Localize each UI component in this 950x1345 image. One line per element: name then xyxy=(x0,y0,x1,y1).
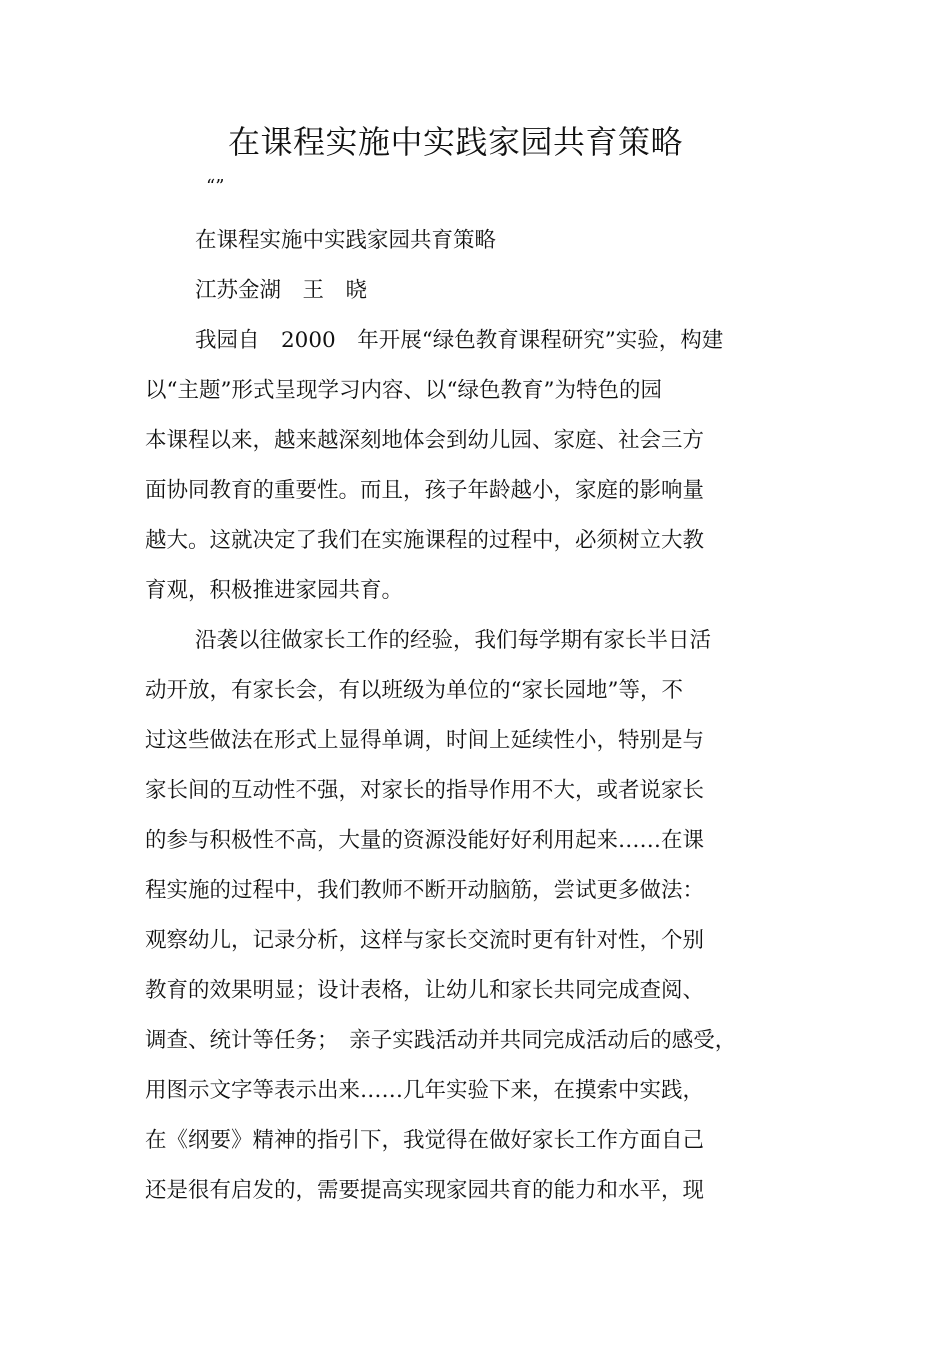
author-line: 江苏金湖 王 晓 xyxy=(195,278,368,303)
paragraph-line: 程实施的过程中，我们教师不断开动脑筋，尝试更多做法： xyxy=(145,878,705,903)
paragraph-line: 本课程以来，越来越深刻地体会到幼儿园、家庭、社会三方 xyxy=(145,428,705,453)
paragraph-line: 还是很有启发的，需要提高实现家园共育的能力和水平，现 xyxy=(145,1178,705,1203)
paragraph-line: 的参与积极性不高，大量的资源没能好好利用起来……在课 xyxy=(145,828,705,853)
paragraph-line: 动开放，有家长会，有以班级为单位的“家长园地”等，不 xyxy=(145,678,683,703)
paragraph-line: 调查、统计等任务； 亲子实践活动并共同完成活动后的感受， xyxy=(145,1028,737,1053)
paragraph-line: 教育的效果明显；设计表格，让幼儿和家长共同完成查阅、 xyxy=(145,978,705,1003)
paragraph-line: 家长间的互动性不强，对家长的指导作用不大，或者说家长 xyxy=(145,778,705,803)
quote-mark: “” xyxy=(206,176,225,197)
paragraph-line: 育观，积极推进家园共育。 xyxy=(145,578,404,603)
paragraph-line: 观察幼儿，记录分析，这样与家长交流时更有针对性，个别 xyxy=(145,928,705,953)
paragraph-line: 过这些做法在形式上显得单调，时间上延续性小，特别是与 xyxy=(145,728,705,753)
subtitle: 在课程实施中实践家园共育策略 xyxy=(195,228,497,253)
document-title: 在课程实施中实践家园共育策略 xyxy=(228,123,684,161)
paragraph-line: 沿袭以往做家长工作的经验，我们每学期有家长半日活 xyxy=(195,628,712,653)
paragraph-line: 用图示文字等表示出来……几年实验下来，在摸索中实践， xyxy=(145,1078,705,1103)
paragraph-line: 我园自 2000 年开展“绿色教育课程研究”实验，构建 xyxy=(195,328,724,353)
paragraph-line: 以“主题”形式呈现学习内容、以“绿色教育”为特色的园 xyxy=(145,378,662,403)
paragraph-line: 在《纲要》精神的指引下，我觉得在做好家长工作方面自己 xyxy=(145,1128,705,1153)
paragraph-line: 面协同教育的重要性。而且，孩子年龄越小，家庭的影响量 xyxy=(145,478,705,503)
paragraph-line: 越大。这就决定了我们在实施课程的过程中，必须树立大教 xyxy=(145,528,705,553)
